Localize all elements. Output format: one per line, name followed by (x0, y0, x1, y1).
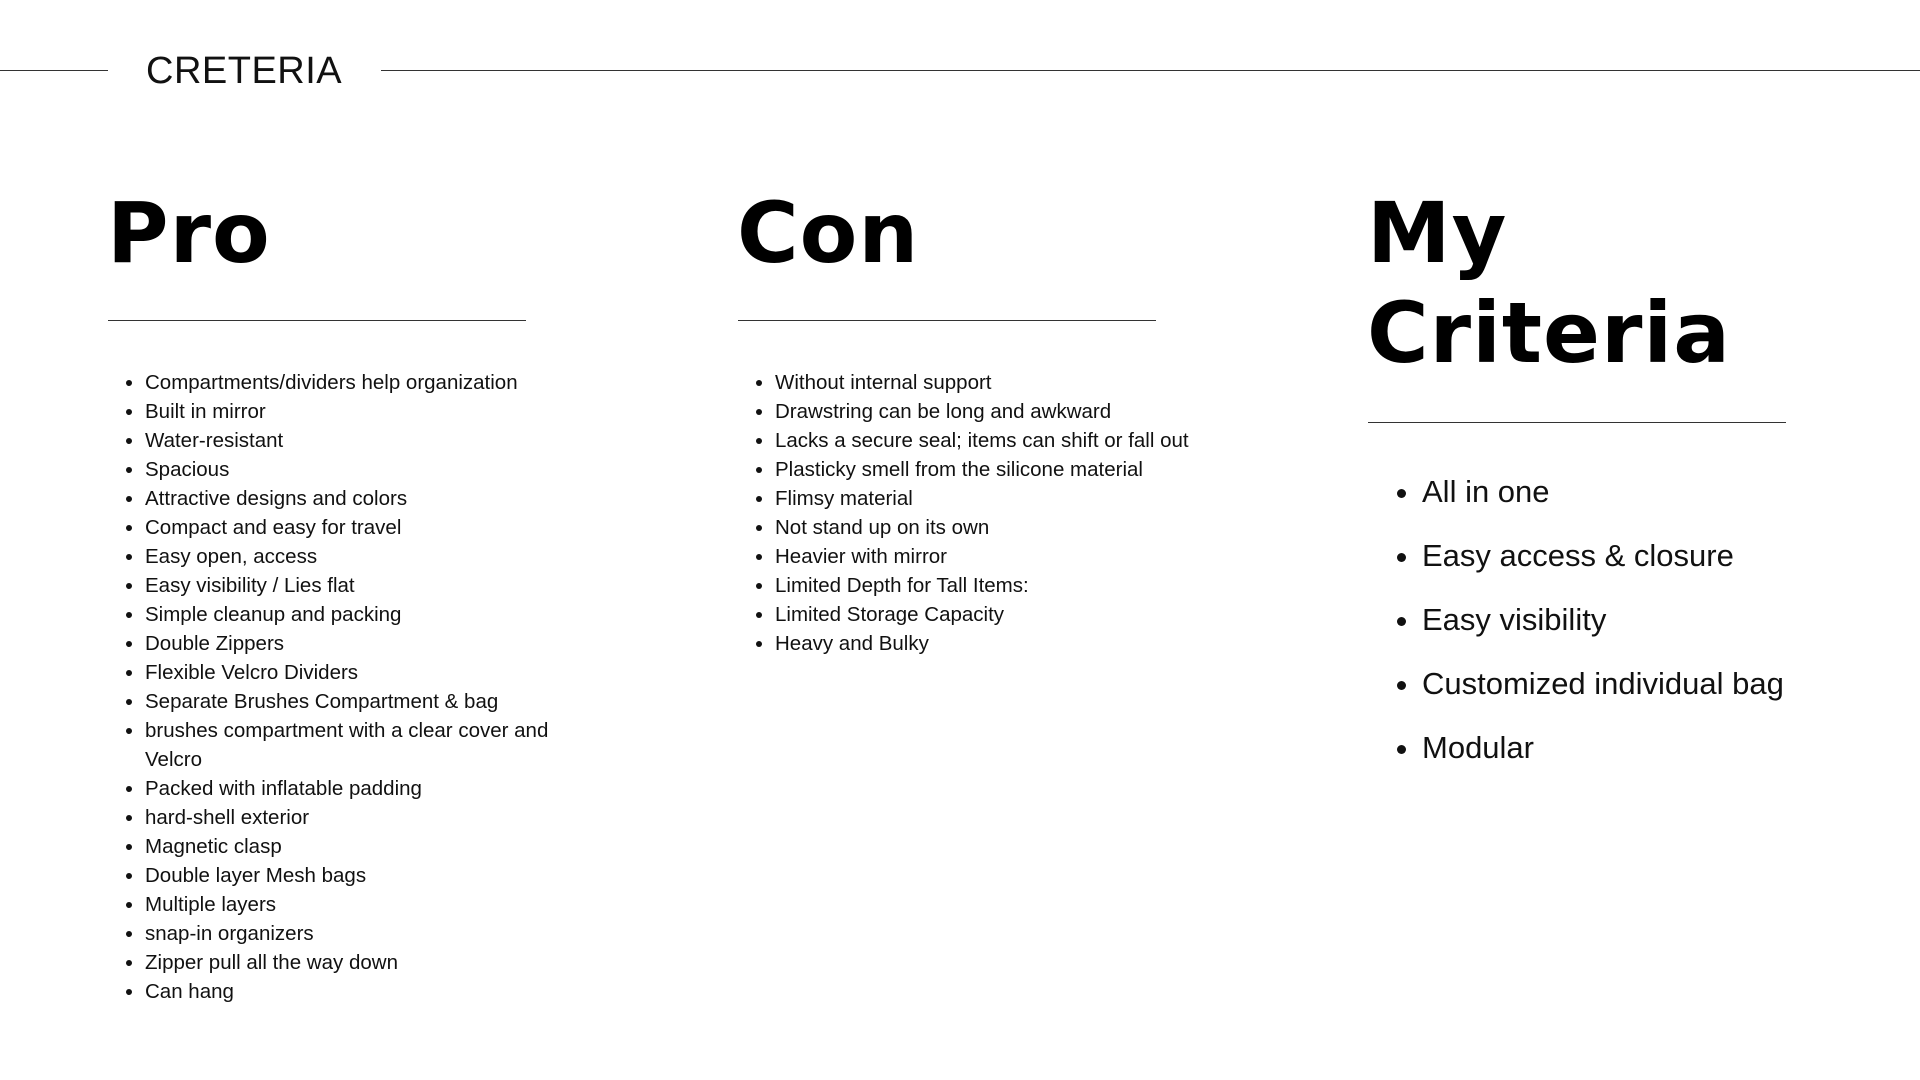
header-divider-left (0, 70, 108, 71)
con-list-item: • Without internal support (775, 368, 1225, 397)
pro-list-item: • Multiple layers (145, 890, 595, 919)
con-divider (738, 320, 1156, 321)
con-list (739, 368, 1225, 658)
pro-list-item: • Easy visibility / Lies flat (145, 571, 595, 600)
criteria-list-item: • Modular (1422, 716, 1920, 780)
criteria-heading-line2: Criteria (1367, 284, 1731, 382)
con-list-item: • Heavier with mirror (775, 542, 1225, 571)
pro-list-item: • Simple cleanup and packing (145, 600, 595, 629)
criteria-list-item: • Customized individual bag (1422, 652, 1920, 716)
criteria-list-item: • Easy visibility (1422, 588, 1920, 652)
pro-divider (108, 320, 526, 321)
pro-list-item: • Easy open, access (145, 542, 595, 571)
criteria-divider (1368, 422, 1786, 423)
pro-list-item: • Built in mirror (145, 397, 595, 426)
con-list-item: • Limited Storage Capacity (775, 600, 1225, 629)
pro-list-item: • Magnetic clasp (145, 832, 595, 861)
con-list-item: • Flimsy material (775, 484, 1225, 513)
pro-list-item: • Water-resistant (145, 426, 595, 455)
con-list-item: • Not stand up on its own (775, 513, 1225, 542)
criteria-list (1386, 460, 1920, 780)
pro-list-item: • Compartments/dividers help organization (145, 368, 595, 397)
con-list-item: • Drawstring can be long and awkward (775, 397, 1225, 426)
criteria-list-item: • Easy access & closure (1422, 524, 1920, 588)
pro-list-item: • brushes compartment with a clear cover and Velcro (145, 716, 595, 774)
pro-list-item: • hard-shell exterior (145, 803, 595, 832)
pro-list-item: • Spacious (145, 455, 595, 484)
con-list-item: • Lacks a secure seal; items can shift or fall out (775, 426, 1225, 455)
pro-list-item: • Flexible Velcro Dividers (145, 658, 595, 687)
criteria-heading-line1: My (1367, 184, 1508, 282)
pro-list-item: • Compact and easy for travel (145, 513, 595, 542)
header-divider-right (381, 70, 1920, 71)
page-title: CRETERIA (146, 50, 343, 92)
pro-list-item: • Can hang (145, 977, 595, 1006)
pro-list (109, 368, 595, 1006)
con-list-item: • Limited Depth for Tall Items: (775, 571, 1225, 600)
pro-heading: Pro (107, 184, 271, 282)
pro-list-item: • Double layer Mesh bags (145, 861, 595, 890)
pro-list-item: • snap-in organizers (145, 919, 595, 948)
pro-list-item: • Attractive designs and colors (145, 484, 595, 513)
criteria-list-item: • All in one (1422, 460, 1920, 524)
pro-list-item: • Zipper pull all the way down (145, 948, 595, 977)
con-list-item: • Heavy and Bulky (775, 629, 1225, 658)
con-list-item: • Plasticky smell from the silicone material (775, 455, 1225, 484)
pro-list-item: • Packed with inflatable padding (145, 774, 595, 803)
pro-list-item: • Separate Brushes Compartment & bag (145, 687, 595, 716)
con-heading: Con (737, 184, 920, 282)
pro-list-item: • Double Zippers (145, 629, 595, 658)
